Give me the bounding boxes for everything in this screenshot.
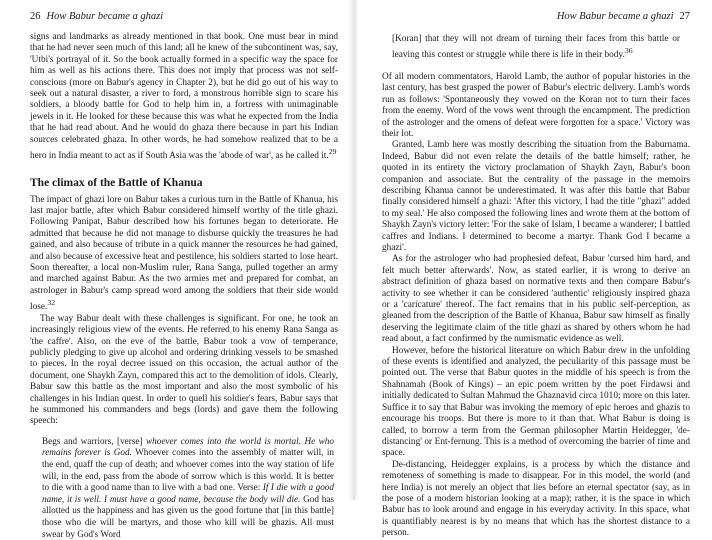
right-page [356, 0, 712, 539]
footnote-marker: 29 [328, 147, 337, 157]
paragraph-text: signs and landmarks as already mentioned in that book. One must bear in mind that he had never seen much of this land; all he knew of the subcontinent was, say, 'Utbi's portrayal of it. So the book actually formed in a specific way the space for him as well as his actions there. This does not imply that process was not self-conscious (more on Babur's agency in Chapter 2), but he did go out of his way to seek out a natural disaster, a river to ford, a monstrous horrible sign to scare his soldiers, a bloody battle for God to help him in, a fortress with unimaginable jewels in it. He looked for these because this was what he expected from the India that he had read about. And he would do ghaza there because in part his Indian sources celebrated ghaza. In other words, he had somehow realized that to be a hero in India meant to act as if South Asia was the 'abode of war', as he called it. [30, 32, 338, 162]
block-quote-continued [392, 34, 680, 62]
quote-text: Begs and warriors, [verse] [42, 435, 147, 446]
body-paragraph: De-distancing, Heidegger explains, is a process by which the distance and remoteness of something is made to disappear. For in this model, the world (and here India) is not merely an object that lies before an eternal spectator (say, as in the pose of a modern historian looking at a map); rather, it is the space in which Babur has to look around and engage in his everyday activity. In this space, what is quantifiably nearest is by no means that which has the shortest distance to a person. [382, 459, 690, 539]
paragraph-text: The impact of ghazi lore on Babur takes a curious turn in the Battle of Khanua, his last major battle, after which Babur considered himself worthy of the title ghazi. Following Panipat, Babur described how his fortunes began to deteriorate. He admitted that because he did not manage to disburse quickly the treasures he had gained, and also because of tribute in a quick manner the resources he had gained, and also because of excessive heat and pestilence, his soldiers started to lose heart. Soon thereafter, a local non-Muslim ruler, Rana Sanga, pulled together an army and marched against Babur. As the two armies met and prepared for combat, an astrologer in Babur's camp spread word among the soldiers that their side would lose. [30, 194, 338, 313]
left-page [0, 0, 352, 539]
right-page-header [382, 10, 690, 32]
page-number: 26 [30, 11, 41, 22]
section-heading: The climax of the Battle of Khanua [30, 176, 203, 189]
body-paragraph: The way Babur dealt with these challenges is significant. For one, he took an increasingly religious view of the events. He referred to his enemy Rana Sanga as 'the caffre'. Also, on the eve of the battle, Babur took a vow of temperance, publicly pledging to give up alcohol and ordering drinking vessels to be smashed to pieces. In the royal decree issued on this occasion, the actual author of the document, one Shaykh Zayn, compared this act to the demolition of idols. Clearly, Babur saw this battle as the most important and also the most symbolic of his challenges in his Indian quest. In order to quell his soldier's fears, Babur says that he summoned his commanders and begs (lords) and gave them the following speech: [30, 313, 338, 427]
footnote-marker: 36 [624, 46, 633, 56]
body-paragraph [30, 195, 338, 314]
body-paragraph: Granted, Lamb here was mostly describing the situation from the Baburnama. Indeed, Babur did not even relate the details of the battle himself; rather, he quoted in its entirety the victory proclamation of Shaykh Zayn, Babur's boon companion and associate. But the centrality of the passage in the memoirs describing Khanua cannot be underestimated. It was after this battle that Babur finally considered himself a ghazi: 'After this victory, I had the title "ghazi" added to my seal.' He also composed the following lines and wrote them at the bottom of Shaykh Zayn's victory letter: 'For the sake of Islam, I became a wanderer; I battled caffres and Indians. I determined to become a martyr. Thank God I became a ghazi'. [382, 140, 690, 253]
page-number: 27 [679, 11, 690, 22]
body-paragraph: As for the astrologer who had prophesied defeat, Babur 'cursed him hard, and felt much better afterwards'. Now, as stated earlier, it is wrong to derive an abstract definition of ghaza based on normative texts and then compare Babur's activity to see whether it can be considered 'authentic' religiously inspired ghaza or a 'caricature' thereof. The fact remains that in his public self-perception, as gleaned from the description of the Battle of Khanua, Babur saw himself as finally deserving the legitimate claim of the title ghazi as shared by others whom he had read about, a fact confirmed by the numismatic evidence as well. [382, 254, 690, 345]
body-paragraph: Of all modern commentators, Harold Lamb, the author of popular histories in the last century, has best grasped the power of Babur's electric delivery. Lamb's words run as follows: 'Spontaneously they vowed on the Koran not to turn their faces from the enemy. Word of the vows went through the encampment. The prediction of the astrologer and the omens of defeat were forgotten for a space.' Victory was their lot. [382, 71, 690, 139]
body-paragraph: However, before the historical literature on which Babur drew in the unfolding of these events is identified and analyzed, the peculiarity of this passage must be pointed out. The verse that Babur quotes in the middle of his speech is from the Shahnamah (Book of Kings) – an epic poem written by the poet Firdawsi and initially dedicated to Sultan Mahmud the Ghaznavid circa 1010; more on this later. Suffice it to say that Babur was invoking the memory of epic heroes and ghazis to encourage his troops. But there is more to it than that. What Babur is doing is called, to borrow a term from the German philosopher Martin Heidegger, 'de-distancing' or Ent-fernung. This is a method of overcoming the barrier of time and space. [382, 345, 691, 459]
running-title: How Babur became a ghazi [556, 11, 674, 22]
quote-text: [Koran] that they will not dream of turning their faces from this battle or leaving this contest or struggle while there is life in their body. [392, 34, 680, 61]
quote-text: Whoever comes into the assembly of matter will, in the end, quaff the cup of death; and whoever comes into the way station of life will, in the end, pass from the abode of sorrow which is this world. It is better to die with a good name than to live with a bad one. Verse: [42, 447, 334, 493]
quote-verse: whoever comes into the world is mortal. He who remains forever is God. [42, 435, 334, 458]
quote-verse: If I die with a good name, it is well. I must have a good name, because the body will die. [42, 482, 334, 504]
running-title: How Babur became a ghazi [46, 11, 164, 22]
left-page-header [30, 10, 338, 32]
quote-text: God has allotted us the happiness and has given us the good fortune that [in this battle] those who die will be martyrs, and those who kill will be ghazis. All must swear by God's Word [42, 493, 334, 539]
body-paragraph [30, 32, 338, 163]
footnote-marker: 32 [47, 298, 56, 308]
block-quote [42, 436, 334, 540]
